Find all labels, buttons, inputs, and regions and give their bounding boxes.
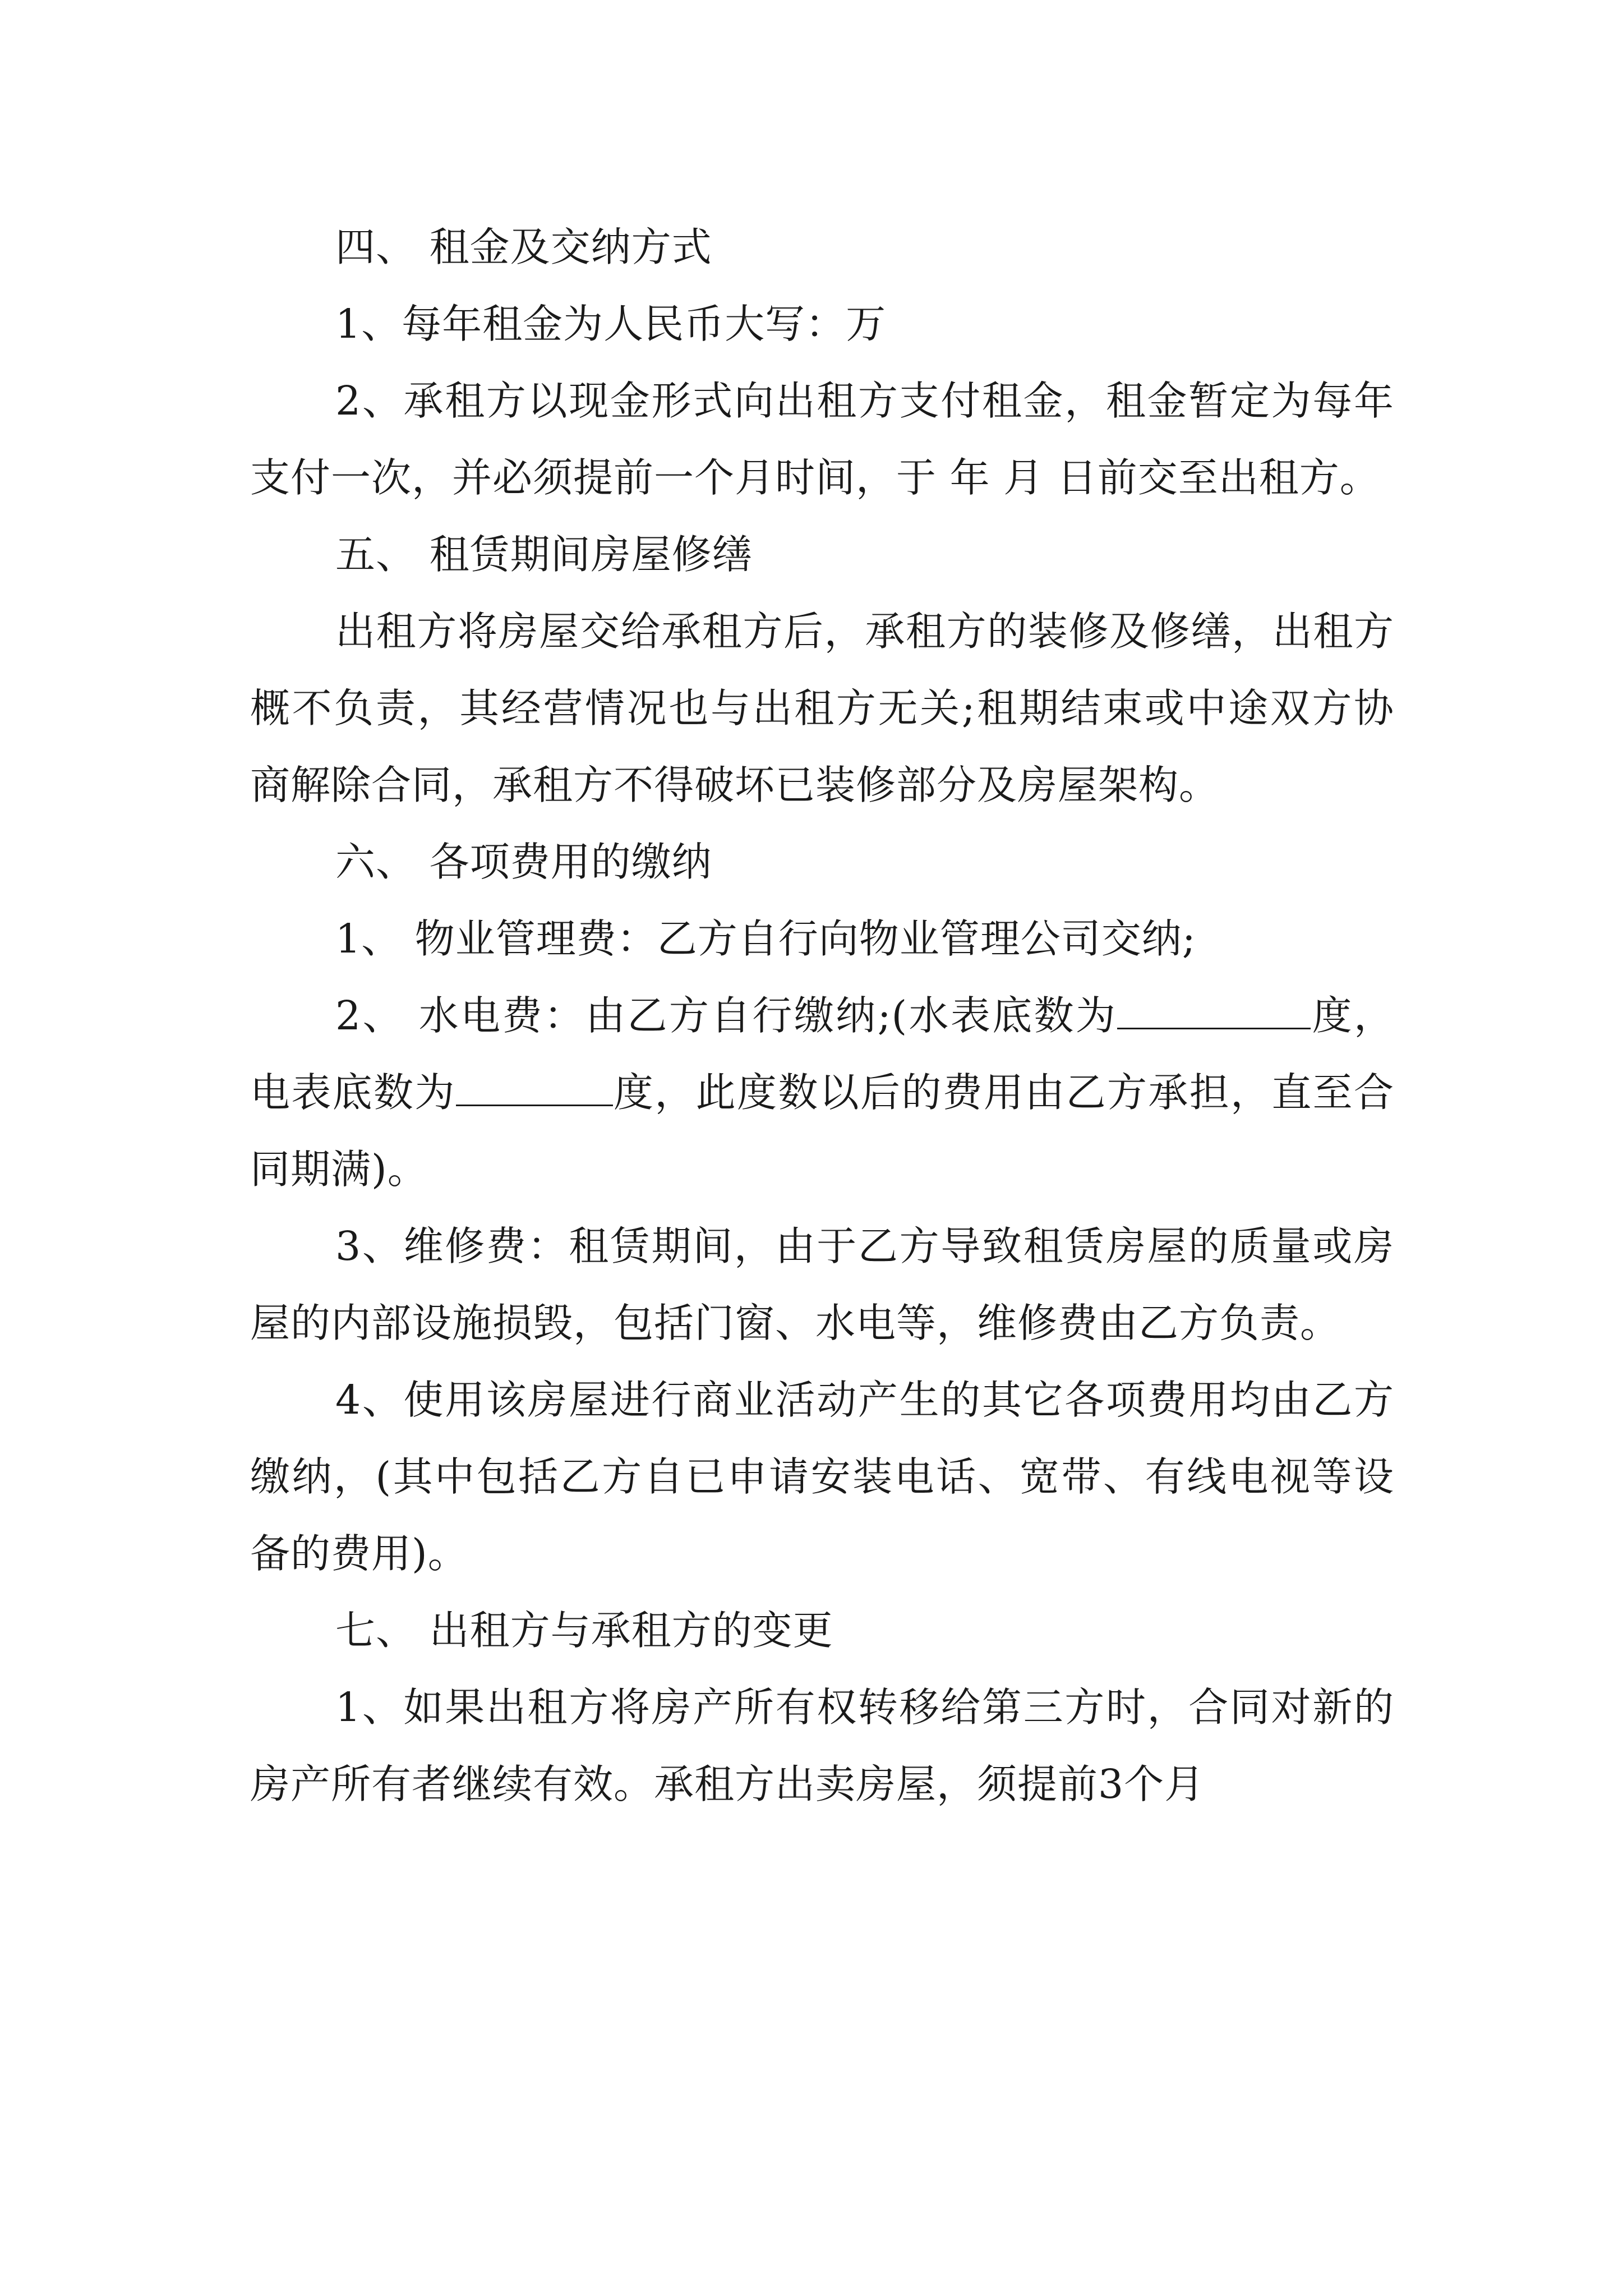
section-5-heading: 五、 租赁期间房屋修缮 [335,531,753,578]
section-5-body: 出租方将房屋交给承租方后，承租方的装修及修缮，出租方概不负责，其经营情况也与出租方无关;租期结束或中途双方协商解除合同，承租方不得破坏已装修部分及房屋架构。 [250,608,1394,808]
section-4-item-2: 2、承租方以现金形式向出租方支付租金，租金暂定为每年支付一次，并必须提前一个月时间，于 年 月 日前交至出租方。 [250,378,1394,501]
section-6-heading: 六、 各项费用的缴纳 [335,839,712,885]
water-meter-blank [1117,994,1311,1029]
section-6-item-2-text-c: 度，此度数以后的费用由乙方承担，直至合同期满)。 [250,1069,1394,1193]
section-7-heading: 七、 出租方与承租方的变更 [335,1607,833,1654]
section-6-item-1: 1、 物业管理费：乙方自行向物业管理公司交纳; [335,915,1196,962]
section-6-item-4: 4、使用该房屋进行商业活动产生的其它各项费用均由乙方缴纳，(其中包括乙方自已申请安装电话、宽带、有线电视等设备的费用)。 [250,1377,1394,1577]
section-4-item-1: 1、每年租金为人民币大写：万 [335,301,887,347]
section-6-item-2-text-a: 2、 水电费：由乙方自行缴纳;(水表底数为 [335,992,1118,1039]
section-7-item-1: 1、如果出租方将房产所有权转移给第三方时，合同对新的房产所有者继续有效。承租方出卖房屋，须提前3个月 [250,1684,1394,1807]
electric-meter-blank [456,1071,613,1106]
contract-body [250,209,1394,1823]
section-6-item-3: 3、维修费：租赁期间，由于乙方导致租赁房屋的质量或房屋的内部设施损毁，包括门窗、水电等，维修费由乙方负责。 [250,1223,1394,1346]
section-4-heading: 四、 租金及交纳方式 [335,224,712,270]
section-6-item-2-text-b: 度，电表底数为 [250,992,1394,1116]
section-6-item-2 [250,977,1394,1208]
